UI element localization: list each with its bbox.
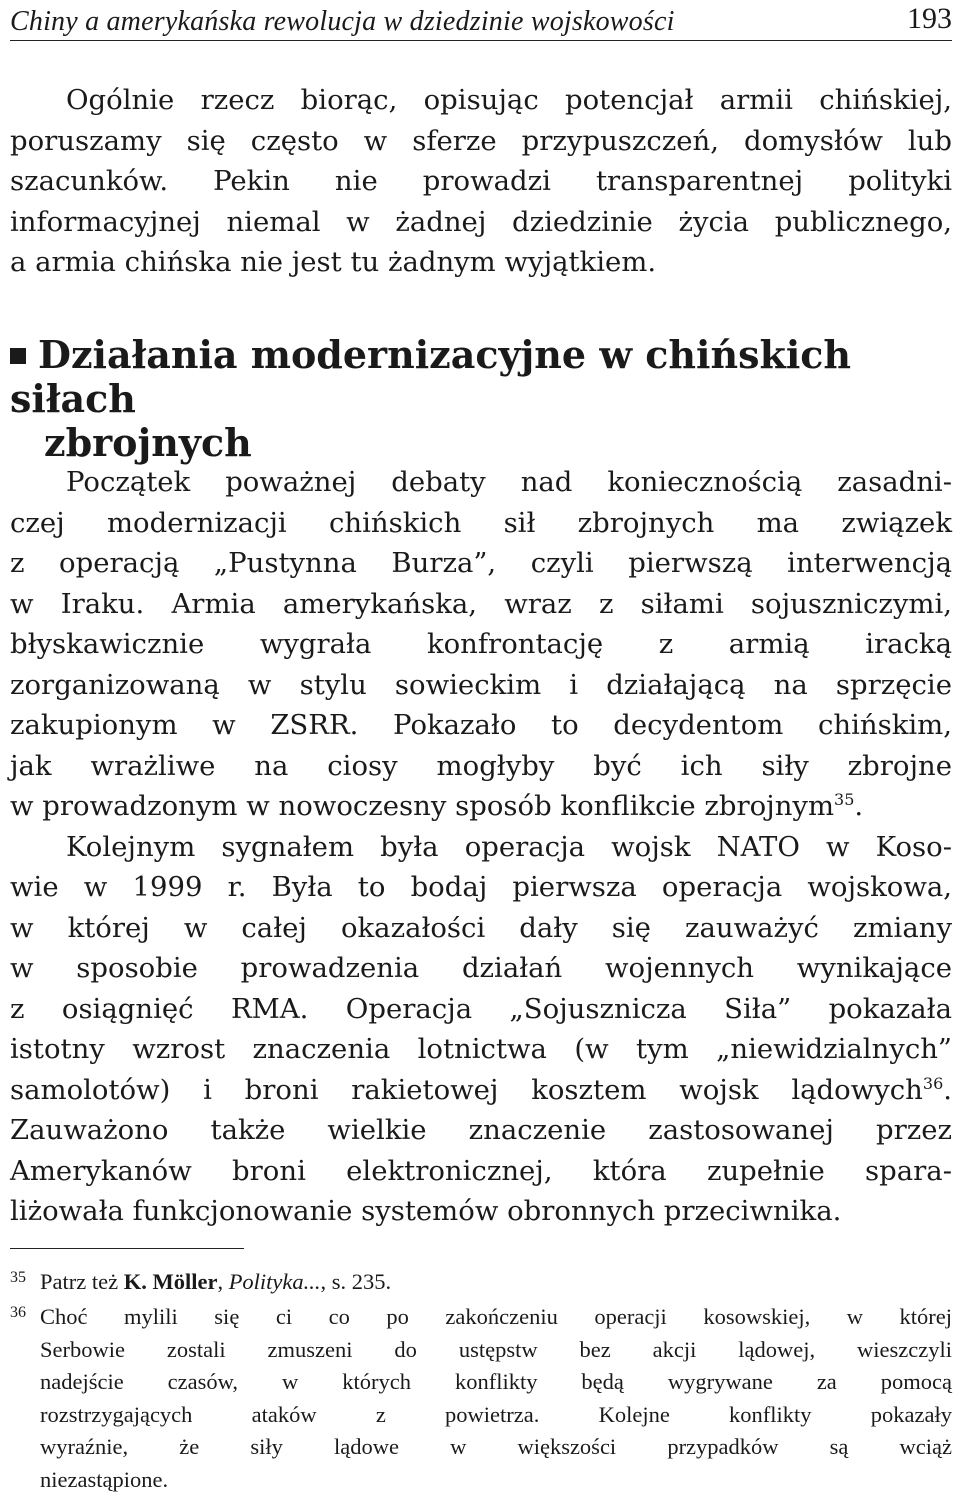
footnote-ref-35: 35 [834, 790, 855, 809]
line-text: samolotów) i broni rakietowej kosztem wojsk lądowych [10, 1073, 923, 1106]
running-title: Chiny a amerykańska rewolucja w dziedzinie wojskowości [10, 6, 675, 37]
paragraph-line: w sposobie prowadzenia działań wojennych wynikające [10, 952, 952, 984]
paragraph-line: liżowała funkcjonowanie systemów obronnych przeciwnika. [10, 1195, 842, 1227]
footnote-line: nadejście czasów, w których konflikty będą wygrywane za pomocą [40, 1369, 952, 1394]
paragraph-line: istotny wzrost znaczenia lotnictwa (w tym „niewidzialnych” [10, 1033, 952, 1065]
paragraph-line [10, 1070, 952, 1111]
period: . [943, 1073, 952, 1106]
paragraph-line: jak wrażliwe na ciosy mogłyby być ich siły zbrojne [10, 749, 952, 782]
paragraph-line: w Iraku. Armia amerykańska, wraz z siłami sojuszniczymi, [10, 587, 952, 620]
paragraph-line: z osiągnięć RMA. Operacja „Sojusznicza Siła” pokazała [10, 992, 952, 1025]
paragraph-line: a armia chińska nie jest tu żadnym wyjątkiem. [10, 246, 657, 278]
footnote-number: 35 [10, 1269, 26, 1286]
square-bullet-icon [10, 348, 26, 364]
paragraph-line: szacunków. Pekin nie prowadzi transparentnej polityki [10, 165, 952, 197]
footnote-line: Choć mylili się ci co po zakończeniu operacji kosowskiej, w której [40, 1304, 952, 1329]
footnote-line [40, 1266, 952, 1299]
paragraph-line: błyskawicznie wygrała konfrontację z armią iracką [10, 628, 952, 660]
paragraph-line: Amerykanów broni elektronicznej, która zupełnie spara- [10, 1154, 952, 1187]
paragraph-line: informacyjnej niemal w żadnej dziedzinie życia publicznego, [10, 205, 952, 238]
heading-line: Działania modernizacyjne w chińskich siłach [10, 332, 852, 421]
paragraph-line: poruszamy się często w sferze przypuszczeń, domysłów lub [10, 124, 952, 157]
footnote-line: wyraźnie, że siły lądowe w większości przypadków są wciąż [40, 1434, 952, 1459]
paragraph-line: zakupionym w ZSRR. Pokazało to decydentom chińskim, [10, 709, 952, 741]
footnote-author: K. Möller [123, 1269, 218, 1294]
footnote-line: rozstrzygających ataków z powietrza. Kolejne konflikty pokazały [40, 1401, 952, 1427]
period: . [854, 790, 864, 822]
footnote-divider [10, 1248, 244, 1249]
intro-paragraph [10, 80, 952, 283]
paragraph-line: wie w 1999 r. Była to bodaj pierwsza operacja wojskowa, [10, 871, 952, 903]
footnote-36 [10, 1301, 952, 1496]
footnote-text: Patrz też [40, 1269, 124, 1294]
body-text [10, 462, 952, 1232]
footnote-number: 36 [10, 1304, 26, 1321]
footnote-line: Serbowie zostali zmuszeni do ustępstw bez akcji lądowej, wieszczyli [40, 1336, 952, 1362]
paragraph-line: zorganizowaną w stylu sowieckim i działającą na sprzęcie [10, 668, 952, 701]
page-number: 193 [907, 2, 952, 35]
footnote-text: , [217, 1269, 229, 1294]
paragraph-line [10, 786, 952, 827]
paragraph-line: Zauważono także wielkie znaczenie zastosowanej przez [10, 1114, 952, 1146]
footnote-ref-36: 36 [922, 1073, 944, 1093]
footnote-35 [10, 1266, 952, 1299]
section-heading [10, 333, 952, 465]
paragraph-line: Początek poważnej debaty nad koniecznością zasadni- [66, 466, 952, 498]
line-text: w prowadzonym w nowoczesny sposób konflikcie zbrojnym [10, 790, 835, 822]
paragraph-line: Kolejnym sygnałem była operacja wojsk NATO w Koso- [66, 830, 952, 863]
paragraph-line: Ogólnie rzecz biorąc, opisując potencjał armii chińskiej, [66, 84, 952, 116]
heading-line: zbrojnych [44, 420, 252, 465]
footnote-title: Polityka... [228, 1269, 321, 1294]
footnote-line: niezastąpione. [40, 1466, 169, 1492]
paragraph-line: z operacją „Pustynna Burza”, czyli pierwszą interwencją [10, 547, 952, 579]
paragraph-line: czej modernizacji chińskich sił zbrojnych ma związek [10, 506, 952, 539]
footnote-text: , s. 235. [320, 1269, 392, 1294]
paragraph-line: w której w całej okazałości dały się zauważyć zmiany [10, 911, 952, 944]
running-header [10, 0, 952, 41]
